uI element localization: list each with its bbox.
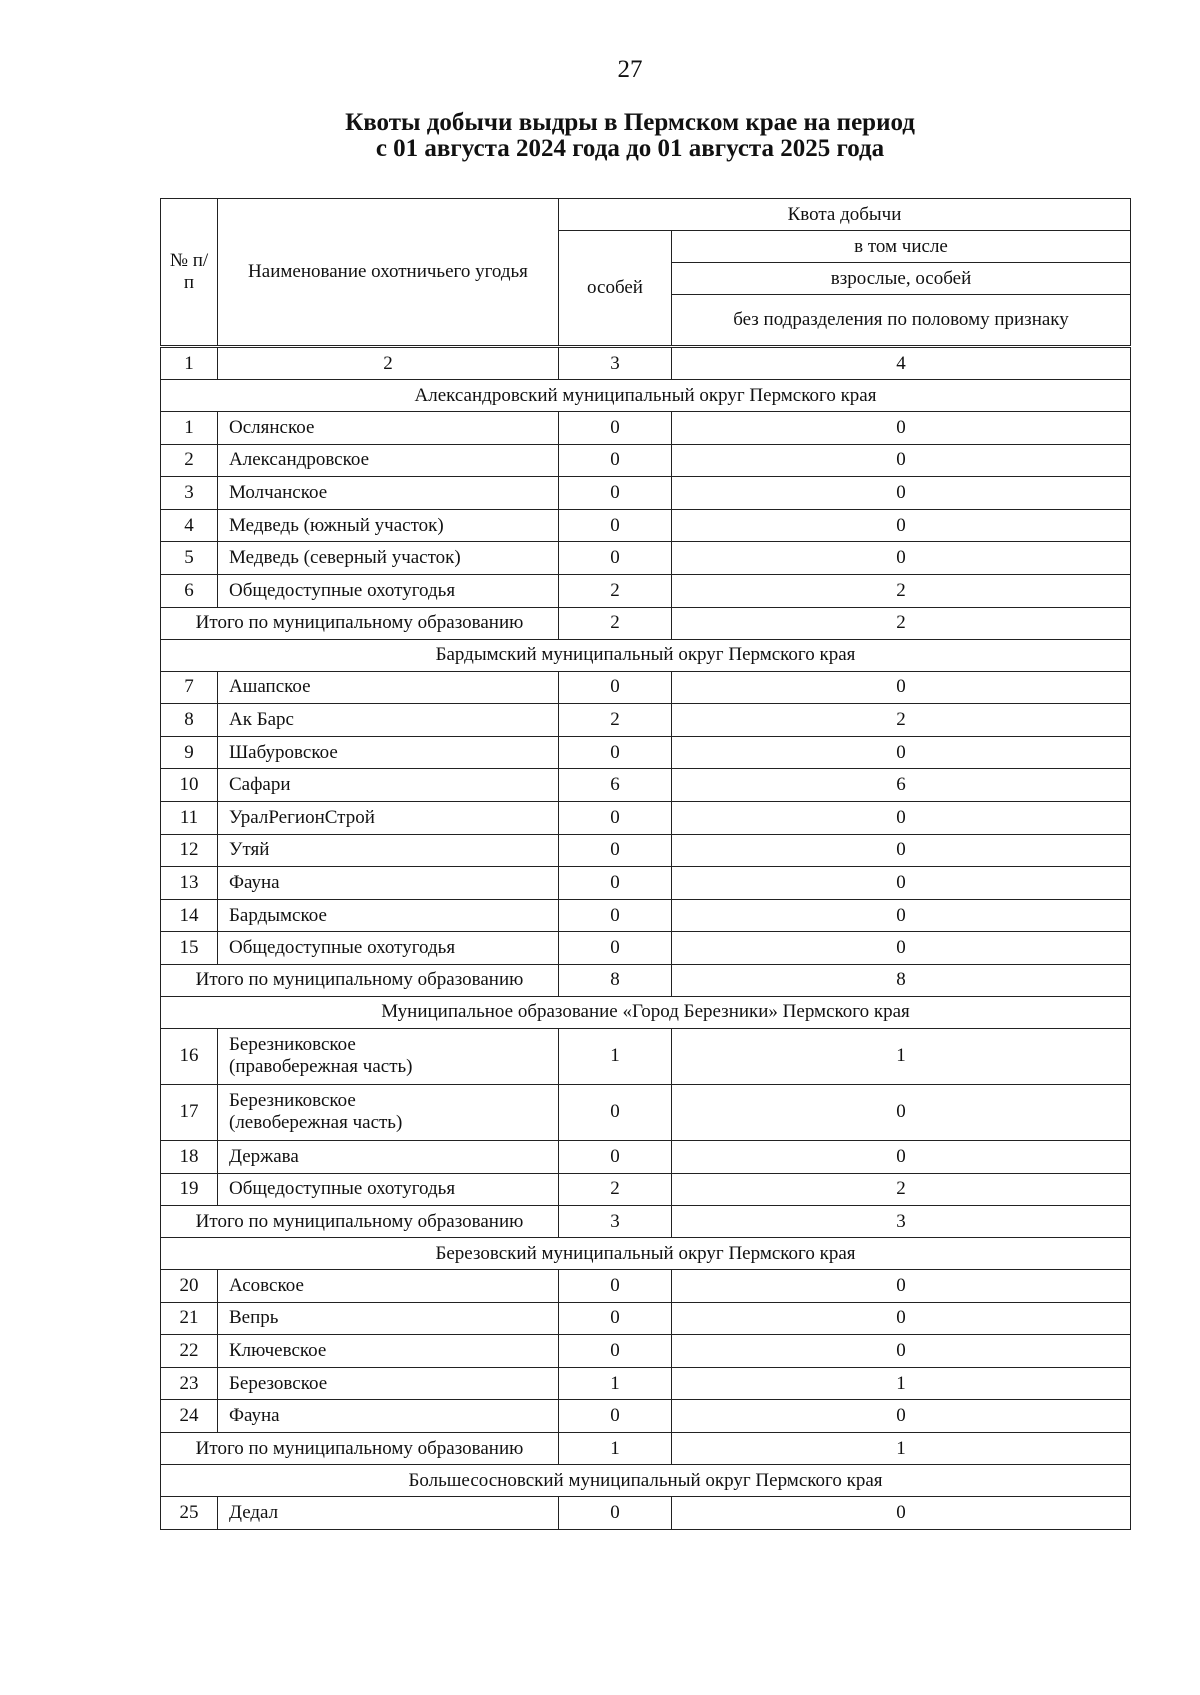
quota-adults: 0 [672,671,1131,704]
total-label: Итого по муниципальному образованию [161,1206,559,1238]
table-row [161,1302,1131,1335]
hunting-ground-name [218,574,559,607]
hunting-ground-name [218,671,559,704]
hunting-ground-name [218,542,559,575]
table-row [161,1173,1131,1206]
column-numbers-row [161,347,1131,380]
quota-individuals: 2 [559,704,672,737]
quota-individuals: 0 [559,509,672,542]
hunting-ground-name-line: Дедал [229,1501,279,1523]
hunting-ground-name-line: Шабуровское [229,741,338,763]
quota-adults: 0 [672,1400,1131,1433]
table-row [161,671,1131,704]
row-number: 24 [161,1400,218,1433]
hunting-ground-name [218,899,559,932]
quota-individuals: 0 [559,834,672,867]
hunting-ground-name [218,801,559,834]
quota-individuals: 0 [559,1335,672,1368]
hunting-ground-name [218,769,559,802]
row-number: 14 [161,899,218,932]
header-adults: взрослые, особей [672,263,1131,295]
table-row [161,1497,1131,1530]
table-row [161,1084,1131,1140]
hunting-ground-name [218,704,559,737]
header-no-sex: без подразделения по половому признаку [672,295,1131,347]
row-number: 5 [161,542,218,575]
row-number: 4 [161,509,218,542]
quota-individuals: 0 [559,1497,672,1530]
col-number: 4 [672,347,1131,380]
quota-adults: 0 [672,1084,1131,1140]
quota-individuals: 0 [559,867,672,900]
total-row [161,1206,1131,1238]
table-row [161,932,1131,965]
total-individuals: 8 [559,964,672,996]
title-line-2: с 01 августа 2024 года до 01 августа 2025 года [375,135,885,162]
total-label: Итого по муниципальному образованию [161,607,559,639]
row-number: 12 [161,834,218,867]
quota-adults: 0 [672,509,1131,542]
total-label: Итого по муниципальному образованию [161,964,559,996]
hunting-ground-name [218,1173,559,1206]
table-row [161,769,1131,802]
row-number: 19 [161,1173,218,1206]
table-row [161,412,1131,445]
row-number: 6 [161,574,218,607]
hunting-ground-name-line: Медведь (северный участок) [229,547,461,569]
hunting-ground-name-line: Ключевское [229,1340,327,1362]
table-row [161,899,1131,932]
section-name: Бардымский муниципальный округ Пермского края [161,639,1131,671]
row-number: 1 [161,412,218,445]
row-number: 10 [161,769,218,802]
row-number: 13 [161,867,218,900]
quota-individuals: 0 [559,1400,672,1433]
total-row [161,964,1131,996]
section-name: Муниципальное образование «Город Березники» Пермского края [161,996,1131,1028]
quota-individuals: 0 [559,1084,672,1140]
section-name: Александровский муниципальный округ Пермского края [161,380,1131,412]
hunting-ground-name [218,509,559,542]
section-header-row [161,1238,1131,1270]
hunting-ground-name-line: (правобережная часть) [229,1056,413,1078]
quota-adults: 0 [672,477,1131,510]
total-individuals: 1 [559,1433,672,1465]
quota-adults: 2 [672,704,1131,737]
row-number: 23 [161,1367,218,1400]
row-number: 25 [161,1497,218,1530]
quota-individuals: 1 [559,1028,672,1084]
quota-individuals: 2 [559,1173,672,1206]
table-row [161,801,1131,834]
page-number: 27 [617,56,643,83]
table-row [161,736,1131,769]
table-row [161,1140,1131,1173]
table-row [161,444,1131,477]
row-number: 17 [161,1084,218,1140]
quota-adults: 0 [672,1140,1131,1173]
col-number: 1 [161,347,218,380]
quota-adults: 0 [672,899,1131,932]
row-number: 20 [161,1270,218,1303]
section-header-row [161,1465,1131,1497]
table-row [161,1270,1131,1303]
quota-individuals: 0 [559,1302,672,1335]
table-row [161,477,1131,510]
quota-adults: 0 [672,1335,1131,1368]
row-number: 9 [161,736,218,769]
quota-individuals: 0 [559,899,672,932]
header-name: Наименование охотничьего угодья [218,199,559,347]
hunting-ground-name-line: Александровское [229,449,370,471]
table-row [161,1367,1131,1400]
hunting-ground-name-line: Молчанское [229,481,328,503]
title-line-1: Квоты добычи выдры в Пермском крае на период [345,109,915,136]
quota-individuals: 0 [559,671,672,704]
hunting-ground-name-line: Ашапское [229,676,311,698]
header-including: в том числе [672,231,1131,263]
row-number: 21 [161,1302,218,1335]
hunting-ground-name-line: Держава [229,1145,299,1167]
hunting-ground-name [218,477,559,510]
row-number: 16 [161,1028,218,1084]
quota-individuals: 0 [559,801,672,834]
hunting-ground-name [218,444,559,477]
hunting-ground-name [218,867,559,900]
quota-adults: 0 [672,1270,1131,1303]
quota-individuals: 1 [559,1367,672,1400]
hunting-ground-name-line: Общедоступные охотугодья [229,579,456,601]
total-individuals: 2 [559,607,672,639]
hunting-ground-name-line: Фауна [229,871,280,893]
quota-adults: 2 [672,574,1131,607]
quota-individuals: 0 [559,1270,672,1303]
quota-adults: 0 [672,1302,1131,1335]
quota-adults: 0 [672,444,1131,477]
header-quota: Квота добычи [559,199,1131,231]
hunting-ground-name [218,834,559,867]
quota-adults: 1 [672,1028,1131,1084]
row-number: 7 [161,671,218,704]
table-row [161,509,1131,542]
total-adults: 2 [672,607,1131,639]
quota-adults: 0 [672,834,1131,867]
hunting-ground-name [218,1367,559,1400]
quota-adults: 0 [672,867,1131,900]
header-num: № п/п [161,199,218,347]
hunting-ground-name-line: Бардымское [229,904,327,926]
quota-table-body [161,199,1131,1530]
total-adults: 3 [672,1206,1131,1238]
quota-adults: 1 [672,1367,1131,1400]
hunting-ground-name [218,932,559,965]
quota-individuals: 0 [559,932,672,965]
total-row [161,1433,1131,1465]
total-adults: 1 [672,1433,1131,1465]
section-header-row [161,996,1131,1028]
hunting-ground-name-line: Асовское [229,1274,304,1296]
quota-individuals: 0 [559,736,672,769]
hunting-ground-name-line: Утяй [229,839,270,861]
quota-adults: 0 [672,801,1131,834]
document-title [0,110,1200,162]
hunting-ground-name [218,1270,559,1303]
row-number: 15 [161,932,218,965]
section-name: Березовский муниципальный округ Пермского края [161,1238,1131,1270]
quota-adults: 6 [672,769,1131,802]
col-number: 3 [559,347,672,380]
row-number: 8 [161,704,218,737]
hunting-ground-name [218,1497,559,1530]
quota-individuals: 2 [559,574,672,607]
quota-adults: 0 [672,736,1131,769]
row-number: 3 [161,477,218,510]
quota-individuals: 6 [559,769,672,802]
row-number: 2 [161,444,218,477]
quota-adults: 0 [672,542,1131,575]
hunting-ground-name-line: Общедоступные охотугодья [229,1178,456,1200]
quota-individuals: 0 [559,444,672,477]
quota-individuals: 0 [559,412,672,445]
hunting-ground-name [218,412,559,445]
hunting-ground-name [218,1400,559,1433]
quota-adults: 0 [672,412,1131,445]
table-row [161,574,1131,607]
hunting-ground-name-line: Березовское [229,1372,328,1394]
table-row [161,1028,1131,1084]
hunting-ground-name-line: Березниковское [229,1090,356,1112]
quota-table [160,198,1131,1530]
hunting-ground-name-line: Вепрь [229,1307,279,1329]
hunting-ground-name [218,1084,559,1140]
table-row [161,542,1131,575]
table-row [161,834,1131,867]
table-row [161,1400,1131,1433]
total-row [161,607,1131,639]
total-adults: 8 [672,964,1131,996]
quota-individuals: 0 [559,1140,672,1173]
hunting-ground-name-line: Общедоступные охотугодья [229,937,456,959]
quota-adults: 0 [672,932,1131,965]
col-number: 2 [218,347,559,380]
section-header-row [161,639,1131,671]
section-name: Большесосновский муниципальный округ Пермского края [161,1465,1131,1497]
hunting-ground-name [218,1335,559,1368]
hunting-ground-name-line: Ак Барс [229,708,294,730]
quota-adults: 2 [672,1173,1131,1206]
quota-adults: 0 [672,1497,1131,1530]
hunting-ground-name [218,1140,559,1173]
quota-individuals: 0 [559,542,672,575]
hunting-ground-name [218,736,559,769]
hunting-ground-name-line: Медведь (южный участок) [229,514,444,536]
table-row [161,1335,1131,1368]
row-number: 22 [161,1335,218,1368]
hunting-ground-name [218,1302,559,1335]
hunting-ground-name [218,1028,559,1084]
header-individuals: особей [559,231,672,347]
hunting-ground-name-line: Сафари [229,774,291,796]
hunting-ground-name-line: УралРегионСтрой [229,806,375,828]
total-individuals: 3 [559,1206,672,1238]
hunting-ground-name-line: Ослянское [229,416,315,438]
total-label: Итого по муниципальному образованию [161,1433,559,1465]
hunting-ground-name-line: Фауна [229,1405,280,1427]
section-header-row [161,380,1131,412]
row-number: 11 [161,801,218,834]
table-row [161,867,1131,900]
table-row [161,704,1131,737]
hunting-ground-name-line: Березниковское [229,1034,356,1056]
hunting-ground-name-line: (левобережная часть) [229,1112,403,1134]
quota-individuals: 0 [559,477,672,510]
row-number: 18 [161,1140,218,1173]
